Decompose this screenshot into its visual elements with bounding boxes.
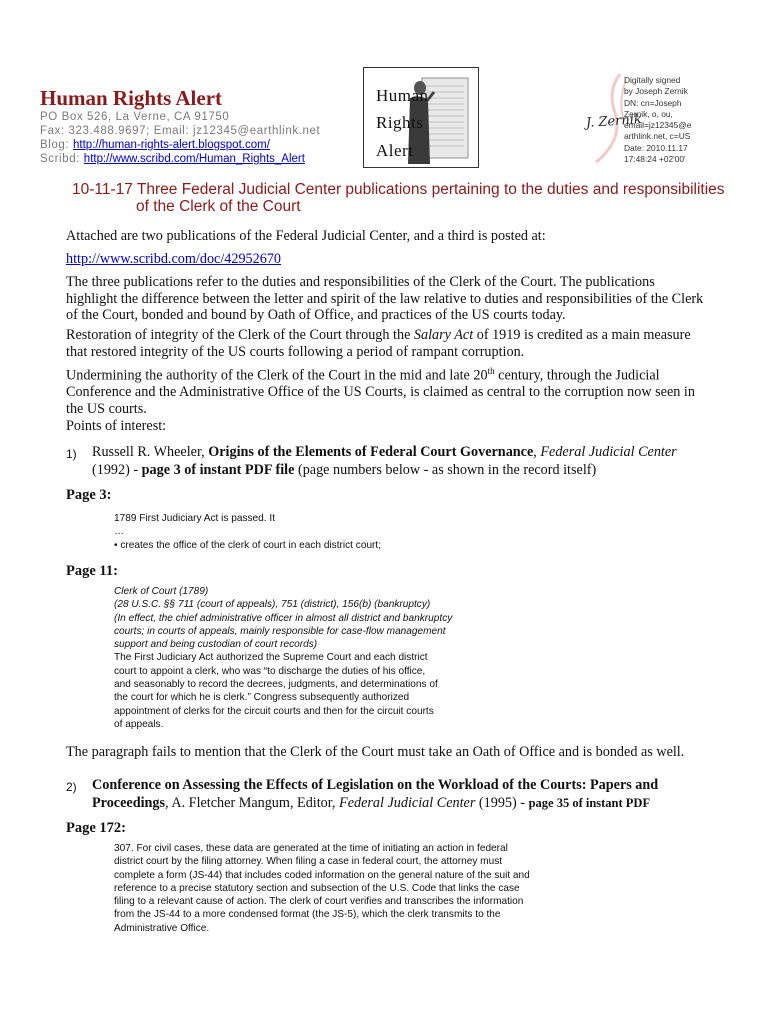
quote-line: Administrative Office.: [114, 922, 210, 934]
text-span: century, through the Judicial Conference and the Administrative Office of the US Courts, is claimed as central to the corruption now seen in the US courts.: [66, 367, 695, 417]
signature-mark: J. Zernik: [585, 112, 643, 131]
text-span: , A. Fletcher Mangum, Editor,: [165, 795, 340, 811]
text-span: Russell R. Wheeler,: [92, 444, 209, 460]
text-span: (1995) -: [475, 795, 529, 811]
quote-line: filing to a relevant cause of action. The clerk of court verifies and transcribes the information: [114, 896, 524, 908]
page172-quote: [114, 842, 594, 935]
title-line-2: of the Clerk of the Court: [136, 198, 301, 215]
scribd-label: Scribd:: [40, 153, 80, 165]
item-number: 1): [66, 447, 77, 461]
quote-line: the court for which he is clerk.” Congress subsequently authorized: [114, 692, 410, 704]
address-line: PO Box 526, La Verne, CA 91750: [40, 111, 230, 123]
signature-line: arthlink.net, c=US: [624, 131, 691, 142]
scribd-doc-link[interactable]: http://www.scribd.com/doc/42952670: [66, 251, 282, 267]
document-title: [72, 181, 732, 215]
quote-line: appointment of clerks for the circuit courts and then for the circuit courts: [114, 705, 434, 717]
page-reference: page 35 of instant PDF: [528, 796, 651, 810]
scribd-line: [40, 153, 305, 165]
blog-link[interactable]: http://human-rights-alert.blogspot.com/: [73, 139, 270, 151]
digital-signature-info: [624, 75, 764, 165]
signature-line: Date: 2010.11.17: [624, 142, 688, 153]
quote-line: …: [114, 526, 125, 538]
page-heading: Page 172:: [66, 820, 126, 836]
quote-line: reference to a precise statutory section and subsection of the U.S. Code that links the case: [114, 882, 520, 894]
page11-quote: [114, 585, 584, 731]
salary-act-paragraph: [66, 327, 708, 360]
text-span: Restoration of integrity of the Clerk of the Court through the: [66, 327, 414, 343]
oath-paragraph: The paragraph fails to mention that the Clerk of the Court must take an Oath of Office and is bonded as well.: [66, 744, 685, 760]
text-span: of 1919 is credited as a main measure that restored integrity of the US courts following a period of rampant corruption.: [66, 327, 691, 360]
page-heading: Page 3:: [66, 487, 112, 503]
intro-paragraph: Attached are two publications of the Federal Judicial Center, and a third is posted at:: [66, 228, 546, 244]
salary-act-italic: Salary Act: [413, 327, 474, 343]
points-of-interest: Points of interest:: [66, 418, 167, 434]
quote-line: support and being custodian of court records): [114, 639, 318, 651]
text-span: (page numbers below - as shown in the record itself): [294, 462, 597, 478]
fax-email-line: Fax: 323.488.9697; Email: jz12345@earthlink.net: [40, 125, 321, 137]
quote-line: courts; in courts of appeals, mainly responsible for case-flow management: [114, 625, 446, 637]
page3-quote: [114, 512, 584, 552]
undermining-paragraph: [66, 363, 708, 417]
quote-line: (28 U.S.C. §§ 711 (court of appeals), 751 (district), 156(b) (bankruptcy): [114, 599, 431, 611]
title-line-1: 10-11-17 Three Federal Judicial Center publications pertaining to the duties and responsibilities: [72, 181, 725, 198]
publications-paragraph: The three publications refer to the duties and responsibilities of the Clerk of the Court. The publications highlight the difference between the letter and spirit of the law relative to duties and responsibilities of the Clerk of the Court, bonded and bound by Oath of Office, and practices of the US courts today.: [66, 274, 704, 323]
quote-line: The First Judiciary Act authorized the Supreme Court and each district: [114, 652, 428, 664]
text-span: ,: [533, 444, 541, 460]
quote-line: of appeals.: [114, 718, 164, 730]
superscript: th: [487, 366, 495, 376]
quote-line: • creates the office of the clerk of court in each district court;: [114, 539, 382, 551]
signature-line: Zernik, o, ou,: [624, 108, 673, 119]
quote-line: and seasonably to record the decrees, judgments, and determinations of: [114, 679, 438, 691]
signature-line: by Joseph Zernik: [624, 86, 688, 97]
publisher: Federal Judicial Center: [339, 795, 476, 811]
citation-title: Conference on Assessing the Effects of Legislation on the Workload of the Courts: Papers and Proceedings: [92, 777, 659, 811]
item-number: 2): [66, 780, 77, 794]
quote-line: district court by the filing attorney. When filing a case in federal court, the attorney must: [114, 856, 503, 868]
blog-line: [40, 139, 270, 151]
quote-line: (In effect, the chief administrative officer in almost all district and bankruptcy: [114, 612, 453, 624]
publisher: Federal Judicial Center: [540, 444, 677, 460]
scribd-link[interactable]: http://www.scribd.com/Human_Rights_Alert: [83, 153, 305, 165]
citation-title: Origins of the Elements of Federal Court Governance: [208, 444, 534, 460]
signature-line: DN: cn=Joseph: [624, 97, 682, 108]
signature-line: 17:48:24 +02'00': [624, 154, 686, 165]
quote-line: Clerk of Court (1789): [114, 586, 209, 597]
org-title: Human Rights Alert: [40, 86, 223, 110]
quote-line: from the JS-44 to a more condensed format (the JS-5), which the clerk transmits to the: [114, 909, 501, 921]
blog-label: Blog:: [40, 139, 70, 151]
quote-line: complete a form (JS-44) that includes coded information on the general nature of the suit and: [114, 869, 530, 881]
quote-line: 1789 First Judiciary Act is passed. It: [114, 513, 276, 524]
logo-text-human: Human: [376, 86, 429, 105]
page-reference: page 3 of instant PDF file: [141, 462, 295, 478]
page-heading: Page 11:: [66, 563, 118, 579]
logo-text-alert: Alert: [376, 141, 414, 160]
item1-citation: [92, 443, 712, 479]
quote-line: court to appoint a clerk, who was “to discharge the duties of his office,: [114, 665, 426, 677]
quote-line: 307. For civil cases, these data are generated at the time of initiating an action in federal: [114, 843, 508, 854]
logo-text-rights: Rights: [376, 113, 424, 132]
signature-line: email=jz12345@e: [624, 120, 692, 131]
text-span: (1992) -: [92, 462, 142, 478]
signature-line: Digitally signed: [624, 75, 681, 85]
item2-citation: [92, 776, 712, 812]
text-span: Undermining the authority of the Clerk of the Court in the mid and late 20: [66, 367, 488, 384]
